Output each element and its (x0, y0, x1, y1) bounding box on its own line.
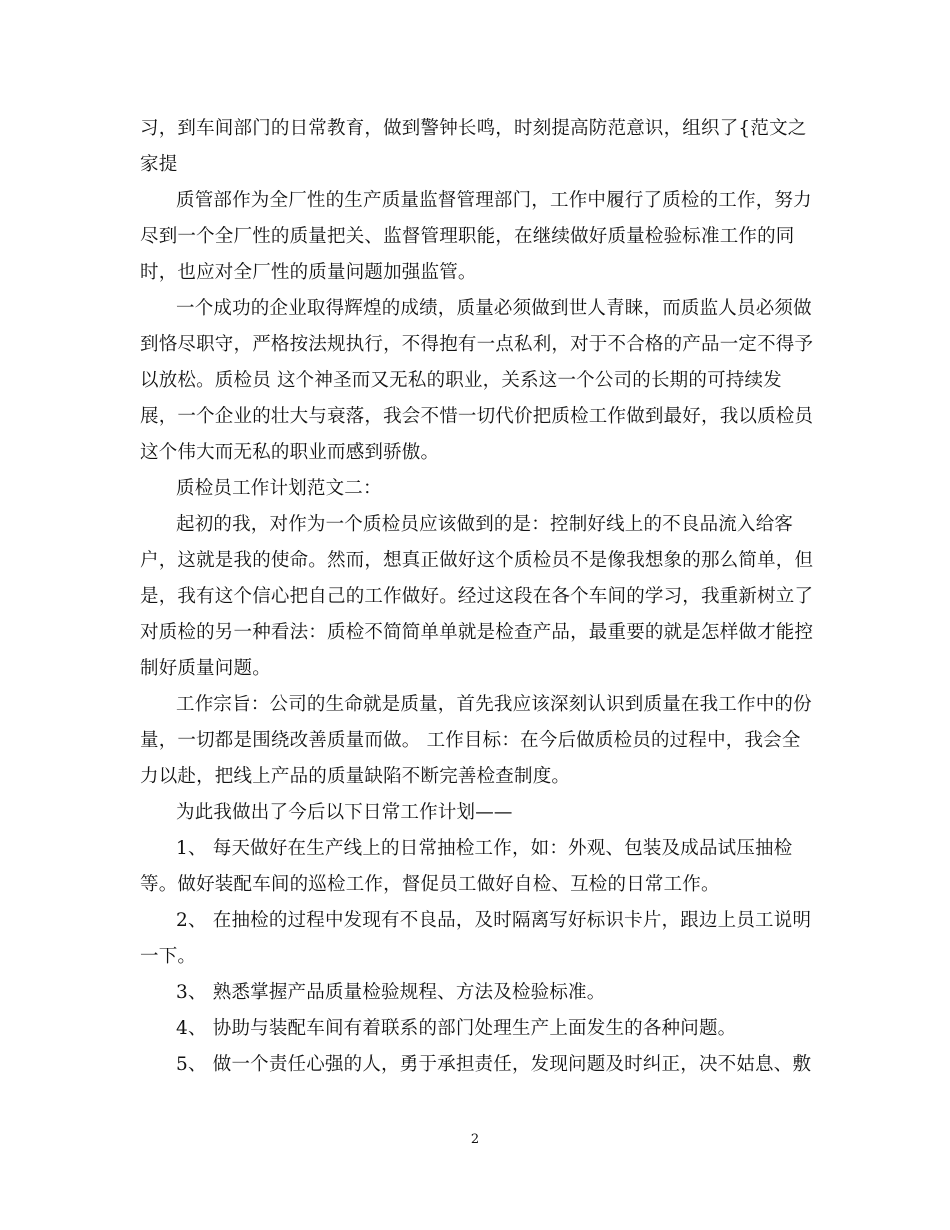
paragraph-start-line: 工作宗旨：公司的生命就是质量，首先我应该深刻认识到质量在我工作中的份 (176, 694, 812, 715)
section-heading: 质检员工作计划范文二： (176, 478, 382, 499)
list-item-4-line: 4、 协助与装配车间有着联系的部门处理生产上面发生的各种问题。 (176, 1018, 737, 1039)
text-line: 一下。 (140, 946, 197, 967)
text-line: 力以赴，把线上产品的质量缺陷不断完善检查制度。 (140, 766, 571, 787)
text-line: 习，到车间部门的日常教育，做到警钟长鸣，时刻提高防范意识，组织了{范文之 (140, 118, 807, 139)
text-line: 时，也应对全厂性的质量问题加强监管。 (140, 262, 477, 283)
text-line: 到恪尽职守，严格按法规执行，不得抱有一点私利，对于不合格的产品一定不得予 (140, 334, 814, 355)
list-item-3-line: 3、 熟悉掌握产品质量检验规程、方法及检验标准。 (176, 982, 606, 1003)
paragraph-start-line: 为此我做出了今后以下日常工作计划—— (176, 802, 513, 823)
text-line: 是，我有这个信心把自己的工作做好。经过这段在各个车间的学习，我重新树立了 (140, 586, 814, 607)
page-number: 2 (470, 1132, 480, 1147)
text-line: 户，这就是我的使命。然而，想真正做好这个质检员不是像我想象的那么简单，但 (140, 550, 814, 571)
paragraph-start-line: 质管部作为全厂性的生产质量监督管理部门，工作中履行了质检的工作，努力 (176, 190, 812, 211)
text-line: 展，一个企业的壮大与衰落，我会不惜一切代价把质检工作做到最好，我以质检员 (140, 406, 814, 427)
text-line: 这个伟大而无私的职业而感到骄傲。 (140, 442, 440, 463)
text-line: 量，一切都是围绕改善质量而做。 工作目标：在今后做质检员的过程中，我会全 (140, 730, 801, 751)
text-line: 制好质量问题。 (140, 658, 271, 679)
text-line: 以放松。质检员 这个神圣而又无私的职业，关系这一个公司的长期的可持续发 (140, 370, 782, 391)
text-line: 对质检的另一种看法：质检不简简单单就是检查产品，最重要的就是怎样做才能控 (140, 622, 814, 643)
paragraph-start-line: 起初的我，对作为一个质检员应该做到的是：控制好线上的不良品流入给客 (176, 514, 794, 535)
list-item-2-line: 2、 在抽检的过程中发现有不良品，及时隔离写好标识卡片，跟边上员工说明 (176, 910, 812, 931)
text-line: 家提 (140, 154, 178, 175)
paragraph-start-line: 一个成功的企业取得辉煌的成绩，质量必须做到世人青睐，而质监人员必须做 (176, 298, 812, 319)
text-line: 等。做好装配车间的巡检工作，督促员工做好自检、互检的日常工作。 (140, 874, 720, 895)
list-item-5-line: 5、 做一个责任心强的人，勇于承担责任，发现问题及时纠正，决不姑息、敷 (176, 1054, 812, 1075)
text-line: 尽到一个全厂性的质量把关、监督管理职能，在继续做好质量检验标准工作的同 (140, 226, 795, 247)
list-item-1-line: 1、 每天做好在生产线上的日常抽检工作，如：外观、包装及成品试压抽检 (176, 838, 793, 859)
